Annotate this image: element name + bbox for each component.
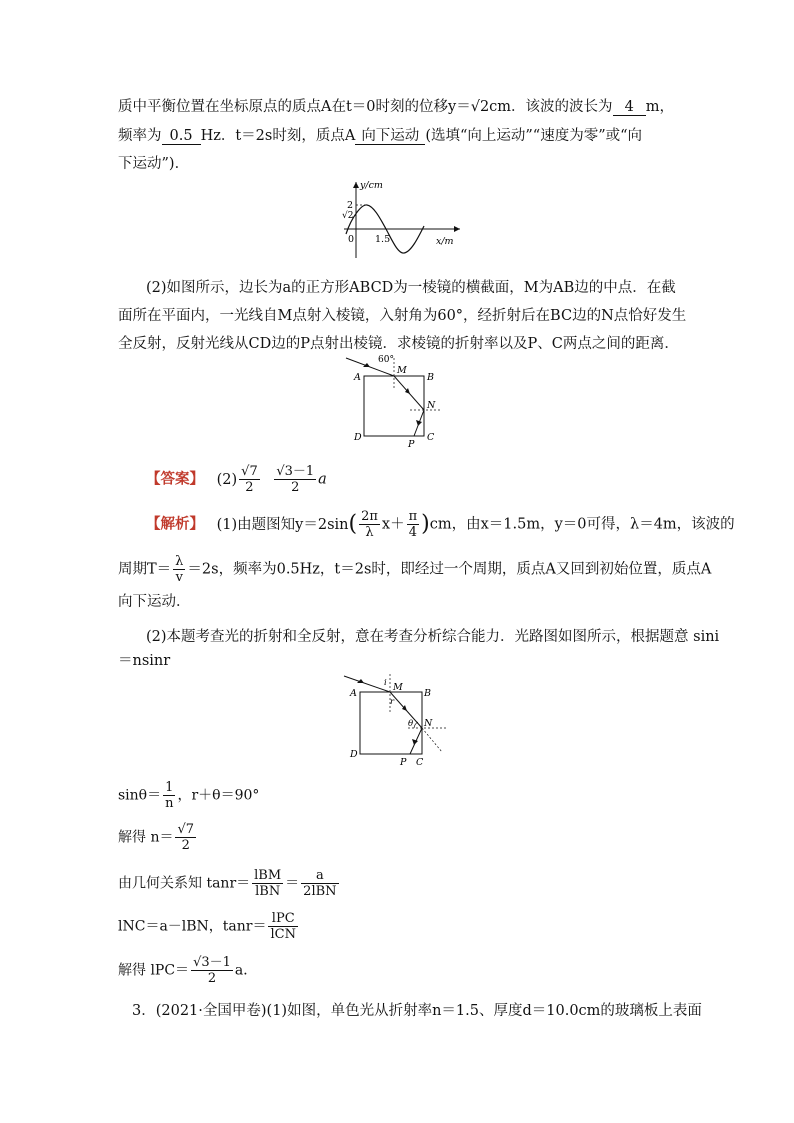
p2-line3: 全反射，反射光线从CD边的P点射出棱镜．求棱镜的折射率以及P、C两点之间的距离．	[118, 336, 679, 352]
answer-tag: 【答案】	[146, 470, 204, 488]
label-M: M	[397, 365, 407, 376]
p1-line3: 下运动”)．	[118, 156, 190, 172]
label-theta: θ	[408, 719, 414, 729]
answer-frequency: 0.5	[162, 128, 201, 145]
p2-line2: 面所在平面内，一光线自M点射入棱镜，入射角为60°，经折射后在BC边的N点恰好发生	[118, 308, 687, 324]
x-tick-label: 1.5	[375, 234, 391, 245]
x-axis-arrow	[454, 226, 460, 232]
y-axis-arrow	[353, 182, 359, 188]
answer-line: 【答案】 (2) $\frac{√7}{2}$ $\frac{√3-1}{2}$ a	[146, 464, 327, 495]
eq-line4: lNC＝a－lBN，tanr＝ $\frac{\text{lPC}}{\text{lCN}}$	[118, 911, 296, 942]
answer-motion: 向下运动	[355, 128, 425, 145]
label-N-2: N	[424, 718, 433, 729]
p2-line1: (2)如图所示，边长为a的正方形ABCD为一棱镜的横截面，M为AB边的中点．在截	[146, 280, 676, 296]
y-axis-label: y/cm	[360, 180, 383, 191]
eq-line1: sinθ＝ $\frac{1}{n}$ ，r＋θ＝90°	[118, 780, 260, 811]
label-D: D	[354, 432, 362, 443]
prism-figure-1	[340, 350, 450, 452]
label-C-2: C	[416, 757, 424, 768]
eq-line5: 解得 lPC＝ $\frac{√3-1}{2}$ a．	[118, 955, 258, 986]
label-N: N	[427, 400, 436, 411]
analysis-line3: 向下运动．	[118, 594, 191, 610]
p1-line1: 质中平衡位置在坐标原点的质点A在t＝0时刻的位移y＝√2cm．该波的波长为 4 m，	[118, 99, 675, 115]
prism-figure-2	[340, 672, 460, 770]
analysis-tag: 【解析】	[146, 515, 204, 533]
answer-d-frac: $\frac{√3-1}{2}$	[276, 464, 315, 495]
reflected-arrow	[416, 420, 422, 426]
label-M-2: M	[393, 682, 403, 693]
origin-label: 0	[348, 234, 355, 245]
analysis-line4: (2)本题考查光的折射和全反射，意在考查分析综合能力．光路图如图所示，根据题意 sini	[146, 629, 720, 645]
analysis-line1: 【解析】 (1)由题图知y＝2sin( $\frac{2\pi}{\lambda}$ x＋ $\frac{\pi}{4}$ )cm，由x＝1.5m，y＝0可得，λ＝4m，该波的	[146, 509, 735, 540]
label-P: P	[408, 439, 415, 450]
label-C: C	[427, 432, 435, 443]
answer-wavelength: 4	[613, 99, 646, 116]
analysis-line2: 周期T＝ $\frac{\lambda}{v}$ ＝2s，频率为0.5Hz，t＝2s时，即经过一个周期，质点A又回到初始位置，质点A	[118, 554, 712, 585]
label-P-2: P	[400, 757, 407, 768]
label-r: r	[390, 697, 395, 707]
p1-line2: 频率为 0.5 Hz．t＝2s时刻，质点A 向下运动 (选填“向上运动”“速度为零”或“向	[118, 128, 643, 144]
label-A: A	[354, 372, 361, 383]
prism-square	[364, 376, 424, 436]
angle-60-label: 60°	[378, 355, 394, 365]
label-i: i	[384, 678, 387, 688]
x-axis-label: x/m	[436, 236, 454, 247]
analysis-line5: ＝nsinr	[118, 653, 171, 669]
eq-line2: 解得 n＝ $\frac{√7}{2}$	[118, 822, 195, 853]
label-B: B	[427, 372, 434, 383]
y-tick-top: 2	[347, 200, 354, 211]
dashed-extension	[422, 728, 442, 752]
label-D-2: D	[350, 749, 358, 760]
y-tick-root: √2	[342, 211, 354, 221]
q3-line: 3．(2021·全国甲卷)(1)如图，单色光从折射率n＝1.5、厚度d＝10.0cm的玻璃板上表面	[132, 1003, 702, 1019]
answer-n-frac: $\frac{√7}{2}$	[241, 464, 258, 495]
eq-line3: 由几何关系知 tanr＝ $\frac{\text{lBM}}{\text{lBN}}$ ＝ $\frac{a}{\text{2lBN}}$	[118, 868, 337, 899]
label-B-2: B	[424, 688, 431, 699]
wave-graph	[334, 178, 464, 262]
label-A-2: A	[350, 688, 357, 699]
